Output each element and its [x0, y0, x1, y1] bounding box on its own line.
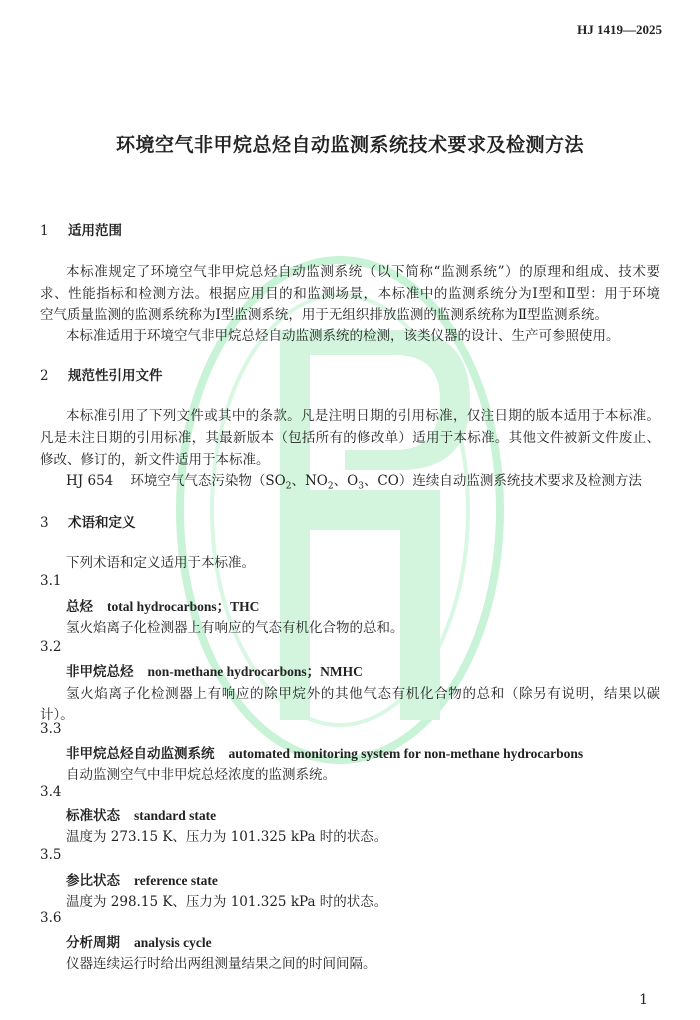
term-title: 总烃 total hydrocarbons；THC	[66, 599, 260, 615]
standard-code: HJ 1419—2025	[577, 22, 662, 37]
term-title: 标准状态 standard state	[66, 808, 217, 824]
term-definition: 自动监测空气中非甲烷总烃浓度的监测系统。	[66, 767, 336, 783]
document-title: 环境空气非甲烷总烃自动监测系统技术要求及检测方法	[115, 134, 584, 156]
paragraph-line: 本标准规定了环境空气非甲烷总烃自动监测系统（以下简称“监测系统”）的原理和组成、技术要	[66, 264, 660, 280]
terms-intro: 下列术语和定义适用于本标准。	[66, 555, 255, 571]
paragraph-line: 空气质量监测的监测系统称为Ⅰ型监测系统，用于无组织排放监测的监测系统称为Ⅱ型监测系统。	[40, 307, 609, 323]
term-definition: 计）。	[40, 707, 74, 723]
term-number: 3.6	[40, 910, 62, 926]
term-definition: 仪器连续运行时给出两组测量结果之间的时间间隔。	[66, 956, 377, 972]
paragraph-line: 本标准适用于环境空气非甲烷总烃自动监测系统的检测，该类仪器的设计、生产可参照使用。	[66, 328, 620, 344]
paragraph-line: 修改、修订的，新文件适用于本标准。	[40, 452, 270, 468]
paragraph-line: 凡是未注日期的引用标准，其最新版本（包括所有的修改单）适用于本标准。其他文件被新文件废止、	[40, 430, 660, 446]
term-title: 非甲烷总烃自动监测系统 automated monitoring system for non-methane hydrocarbons	[66, 746, 584, 762]
paragraph-line: 求、性能指标和检测方法。根据应用目的和监测场景，本标准中的监测系统分为Ⅰ型和Ⅱ型：用于环境	[40, 286, 660, 302]
term-definition: 温度为 273.15 K、压力为 101.325 kPa 时的状态。	[66, 829, 388, 845]
term-number: 3.2	[40, 639, 62, 655]
term-title: 非甲烷总烃 non-methane hydrocarbons；NMHC	[66, 664, 363, 680]
section-2-heading: 2 规范性引用文件	[40, 368, 163, 384]
normative-reference: HJ 654 环境空气气态污染物（$SO_2$、$NO_2$、$O_3$、CO）连续自动监测系统技术要求及检测方法	[66, 473, 642, 492]
term-title: 分析周期 analysis cycle	[66, 935, 212, 951]
term-number: 3.4	[40, 784, 62, 800]
section-3-heading: 3 术语和定义	[40, 515, 136, 531]
term-number: 3.3	[40, 721, 62, 737]
page-number: 1	[639, 992, 648, 1008]
term-definition: 氢火焰离子化检测器上有响应的气态有机化合物的总和。	[66, 620, 404, 636]
term-number: 3.5	[40, 847, 62, 863]
term-definition: 氢火焰离子化检测器上有响应的除甲烷外的其他气态有机化合物的总和（除另有说明，结果以碳	[66, 686, 660, 702]
paragraph-line: 本标准引用了下列文件或其中的条款。凡是注明日期的引用标准，仅注日期的版本适用于本标准。	[66, 408, 660, 424]
section-1-heading: 1 适用范围	[40, 223, 122, 239]
term-definition: 温度为 298.15 K、压力为 101.325 kPa 时的状态。	[66, 894, 388, 910]
term-title: 参比状态 reference state	[66, 873, 218, 889]
term-number: 3.1	[40, 573, 62, 589]
